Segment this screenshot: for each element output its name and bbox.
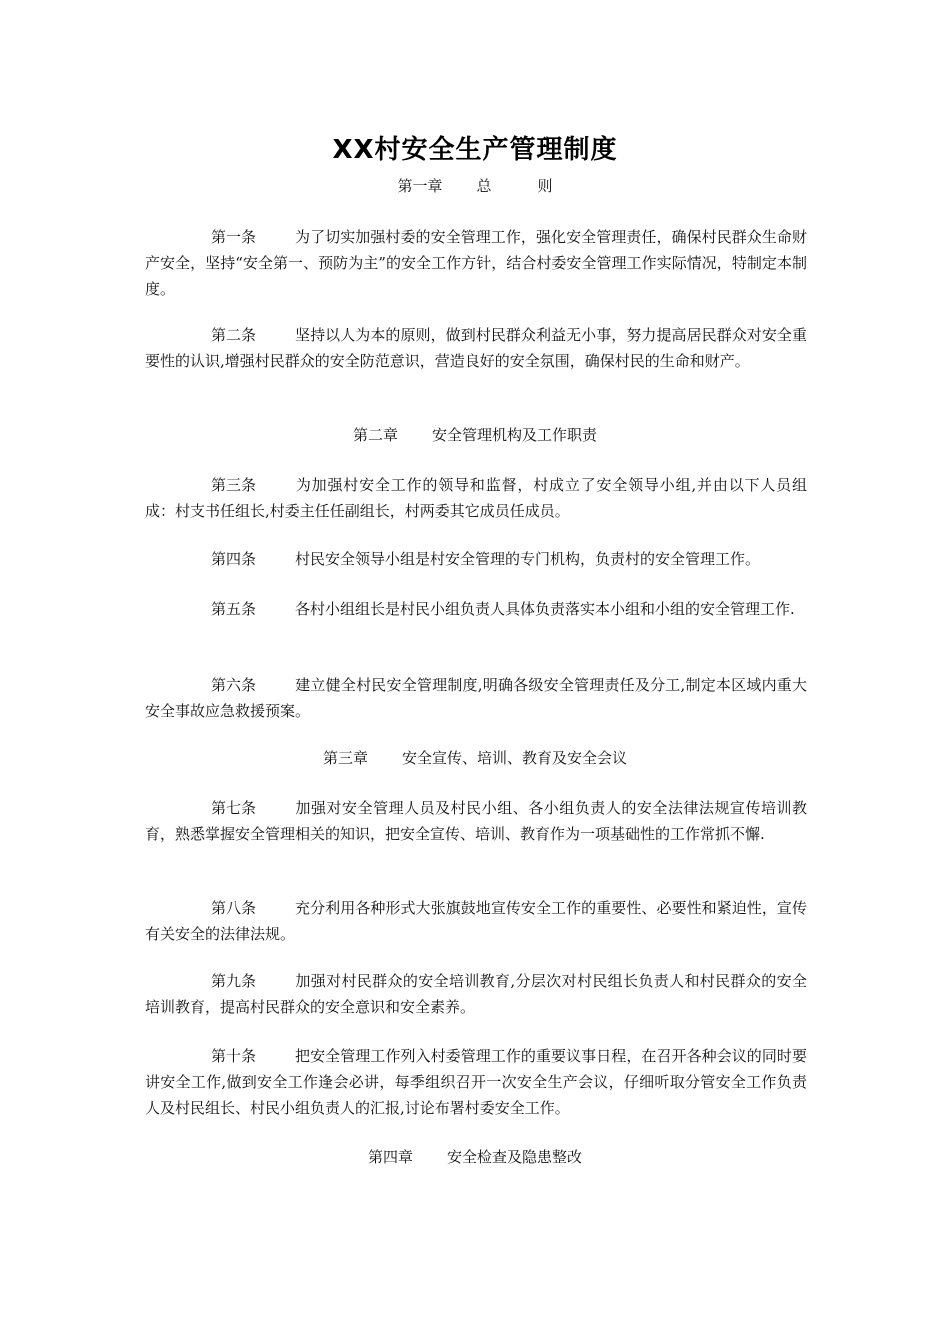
chapter-number: 第一章 [397,177,443,195]
chapter-heading-2 [0,423,950,447]
chapter-heading-3 [0,746,950,770]
article-10 [145,1043,807,1121]
article-text: 建立健全村民安全管理制度,明确各级安全管理责任及分工,制定本区域内重大安全事故应急救援预案。 [145,676,807,720]
article-1 [145,224,807,302]
article-9 [145,968,807,1020]
article-8 [145,895,807,947]
article-label: 第四条 [211,550,257,568]
article-text: 各村小组组长是村民小组负责人具体负责落实本小组和小组的安全管理工作. [295,600,795,618]
article-4 [145,546,807,572]
article-text: 村民安全领导小组是村安全管理的专门机构，负责村的安全管理工作。 [295,550,761,568]
chapter-heading-1 [0,174,950,198]
article-5 [145,596,807,622]
chapter-number: 第四章 [367,1148,413,1166]
article-label: 第九条 [211,972,257,990]
chapter-name-part: 则 [537,177,553,195]
article-label: 第六条 [211,676,257,694]
article-text: 把安全管理工作列入村委管理工作的重要议事日程，在召开各种会议的同时要讲安全工作,做到安全工作逢会必讲，每季组织召开一次安全生产会议，仔细听取分管安全工作负责人及村民组长、村民小组负责人的汇报,讨论布署村委安全工作。 [145,1047,807,1117]
chapter-number: 第二章 [352,426,398,444]
document-title: XX村安全生产管理制度 [332,135,618,165]
article-label: 第五条 [211,600,257,618]
article-text: 坚持以人为本的原则，做到村民群众利益无小事，努力提高居民群众对安全重要性的认识,增强村民群众的安全防范意识，营造良好的安全氛围，确保村民的生命和财产。 [145,326,807,370]
article-label: 第一条 [211,228,257,246]
chapter-name: 安全管理机构及工作职责 [432,426,598,444]
article-6 [145,672,807,724]
article-label: 第八条 [211,899,257,917]
chapter-heading-4 [0,1145,950,1169]
chapter-name: 安全宣传、培训、教育及安全会议 [402,749,628,767]
article-label: 第七条 [211,799,257,817]
article-label: 第二条 [211,326,257,344]
article-text: 加强对村民群众的安全培训教育,分层次对村民组长负责人和村民群众的安全培训教育，提高村民群众的安全意识和安全素养。 [145,972,807,1016]
chapter-name-part: 总 [476,177,492,195]
article-7 [145,795,807,847]
chapter-name: 安全检查及隐患整改 [447,1148,583,1166]
article-2 [145,322,807,374]
article-text: 为了切实加强村委的安全管理工作，强化安全管理责任，确保村民群众生命财产安全，坚持“安全第一、预防为主”的安全工作方针，结合村委安全管理工作实际情况，特制定本制度。 [145,228,807,298]
article-text: 充分利用各种形式大张旗鼓地宣传安全工作的重要性、必要性和紧迫性，宣传有关安全的法律法规。 [145,899,807,943]
article-text: 为加强村安全工作的领导和监督，村成立了安全领导小组,并由以下人员组成：村支书任组长,村委主任任副组长，村两委其它成员任成员。 [145,476,807,520]
article-label: 第三条 [211,476,257,494]
chapter-number: 第三章 [322,749,368,767]
article-text: 加强对安全管理人员及村民小组、各小组负责人的安全法律法规宣传培训教育，熟悉掌握安全管理相关的知识，把安全宣传、培训、教育作为一项基础性的工作常抓不懈. [145,799,807,843]
article-label: 第十条 [211,1047,257,1065]
article-3 [145,472,807,524]
